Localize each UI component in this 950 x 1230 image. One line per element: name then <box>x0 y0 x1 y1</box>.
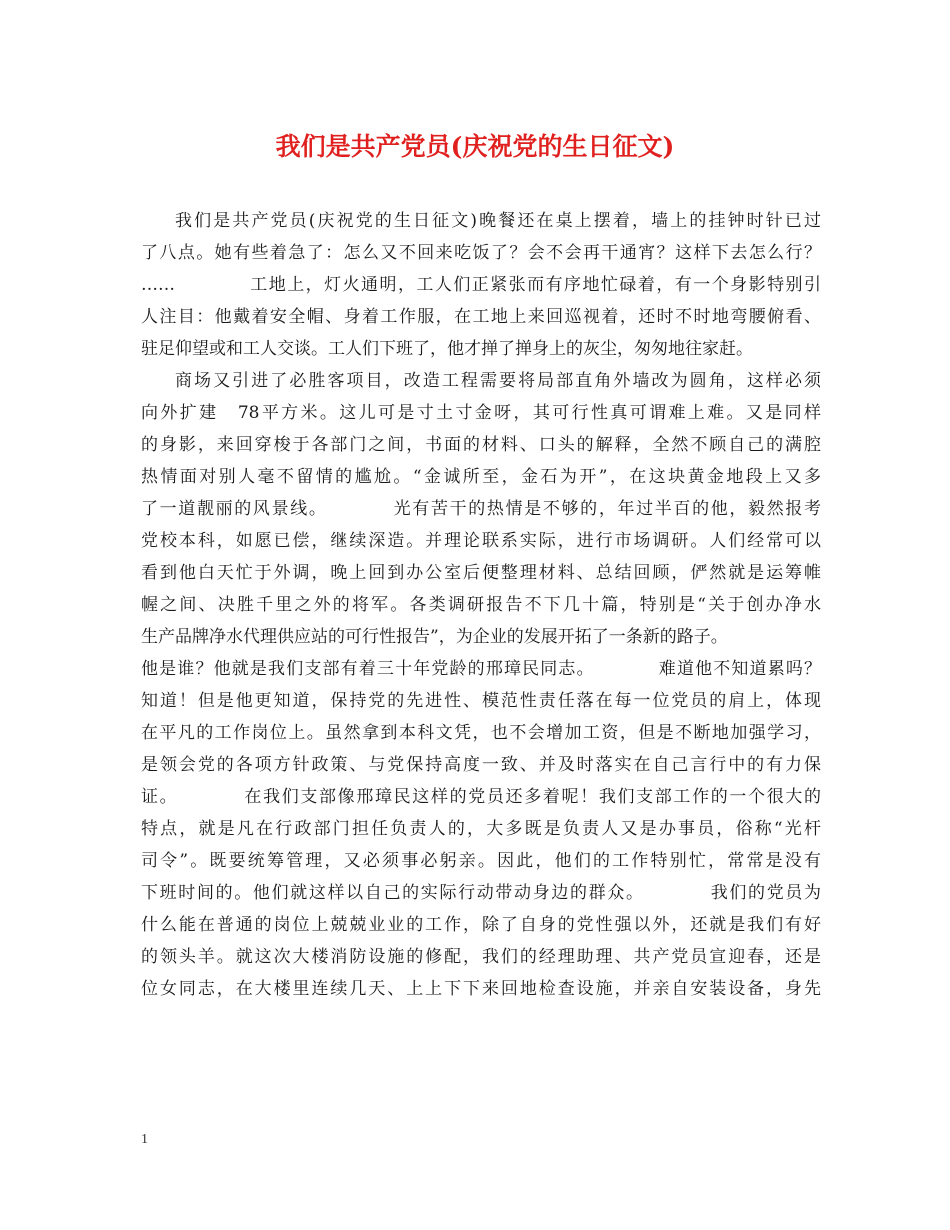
page-number: 1 <box>141 1132 148 1147</box>
body-line: 我们是共产党员(庆祝党的生日征文)晚餐还在桌上摆着，墙上的挂钟时针已过 <box>175 211 821 231</box>
body-line: 司令”。既要统筹管理，又必须事必躬亲。因此，他们的工作特别忙，常常是没有 <box>141 851 821 871</box>
body-line: 他是谁？他就是我们支部有着三十年党龄的邢璋民同志。 难道他不知道累吗？ <box>141 659 821 679</box>
body-line: 人注目：他戴着安全帽、身着工作服，在工地上来回巡视着，还时不时地弯腰俯看、 <box>141 307 821 327</box>
body-line: 热情面对别人毫不留情的尴尬。“金诚所至，金石为开”，在这块黄金地段上又多 <box>141 467 821 487</box>
body-line: 看到他白天忙于外调，晚上回到办公室后便整理材料、总结回顾，俨然就是运筹帷 <box>141 563 821 583</box>
body-line: 证。 在我们支部像邢璋民这样的党员还多着呢！我们支部工作的一个很大的 <box>141 787 821 807</box>
body-line: 的领头羊。就这次大楼消防设施的修配，我们的经理助理、共产党员宣迎春，还是 <box>141 947 821 967</box>
body-line: 的身影，来回穿梭于各部门之间，书面的材料、口头的解释，全然不顾自己的满腔 <box>141 435 821 455</box>
body-line: 是领会党的各项方针政策、与党保持高度一致、并及时落实在自己言行中的有力保 <box>141 755 821 775</box>
body-line: 下班时间的。他们就这样以自己的实际行动带动身边的群众。 我们的党员为 <box>141 883 821 903</box>
body-line: 知道！但是他更知道，保持党的先进性、模范性责任落在每一位党员的肩上，体现 <box>141 691 821 711</box>
body-line: 党校本科，如愿已偿，继续深造。并理论联系实际，进行市场调研。人们经常可以 <box>141 531 821 551</box>
document-title: 我们是共产党员(庆祝党的生日征文) <box>275 132 675 161</box>
body-line: 向外扩建 78平方米。这儿可是寸土寸金呀，其可行性真可谓难上难。又是同样 <box>141 403 821 423</box>
body-line: 什么能在普通的岗位上兢兢业业的工作，除了自身的党性强以外，还就是我们有好 <box>141 915 821 935</box>
body-line: 幄之间、决胜千里之外的将军。各类调研报告不下几十篇，特别是“关于创办净水 <box>141 595 821 615</box>
body-line: 商场又引进了必胜客项目，改造工程需要将局部直角外墙改为圆角，这样必须 <box>175 371 821 391</box>
body-line: 在平凡的工作岗位上。虽然拿到本科文凭，也不会增加工资，但是不断地加强学习， <box>141 723 821 743</box>
body-line: 特点，就是凡在行政部门担任负责人的，大多既是负责人又是办事员，俗称“光杆 <box>141 819 821 839</box>
body-line: 驻足仰望或和工人交谈。工人们下班了，他才掸了掸身上的灰尘，匆匆地往家赶。 <box>141 339 753 359</box>
body-line: …… 工地上，灯火通明，工人们正紧张而有序地忙碌着，有一个身影特别引 <box>141 275 821 295</box>
document-body <box>141 205 821 1005</box>
body-line: 位女同志，在大楼里连续几天、上上下下来回地检查设施，并亲自安装设备，身先 <box>141 979 821 999</box>
body-line: 了八点。她有些着急了：怎么又不回来吃饭了？会不会再干通宵？这样下去怎么行？ <box>141 243 821 263</box>
body-line: 了一道靓丽的风景线。 光有苦干的热情是不够的，年过半百的他，毅然报考 <box>141 499 821 519</box>
body-line: 生产品牌净水代理供应站的可行性报告”，为企业的发展开拓了一条新的路子。 <box>141 627 728 647</box>
